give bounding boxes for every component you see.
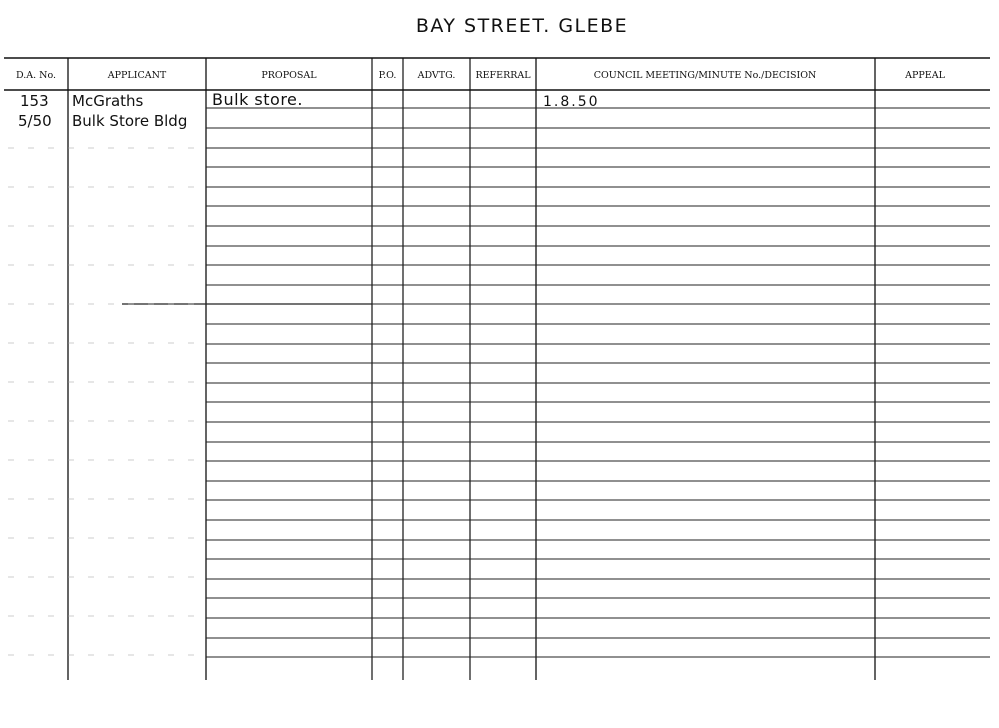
entry-council-date: 1.8.50 — [543, 94, 600, 110]
header-appeal: APPEAL — [905, 70, 945, 81]
entry-da-number: 153 — [20, 92, 49, 110]
ruled-lines — [8, 108, 990, 657]
header-referral: REFERRAL — [475, 70, 531, 81]
page-title: BAY STREET. GLEBE — [415, 15, 629, 37]
entry-proposal: Bulk store. — [212, 90, 303, 109]
entry-da-date: 5/50 — [18, 112, 52, 130]
header-da-no: D.A. No. — [15, 70, 57, 81]
header-council: COUNCIL MEETING/MINUTE No./DECISION — [593, 70, 817, 81]
header-proposal: PROPOSAL — [261, 70, 317, 81]
header-advtg: ADVTG. — [417, 70, 456, 81]
register-entry — [18, 90, 600, 130]
header-applicant: APPLICANT — [107, 70, 167, 81]
entry-applicant-detail: Bulk Store Bldg — [72, 112, 188, 130]
table-frame — [4, 58, 990, 680]
header-po: P.O. — [378, 70, 397, 81]
table-header — [16, 70, 946, 81]
entry-applicant-name: McGraths — [72, 92, 144, 110]
